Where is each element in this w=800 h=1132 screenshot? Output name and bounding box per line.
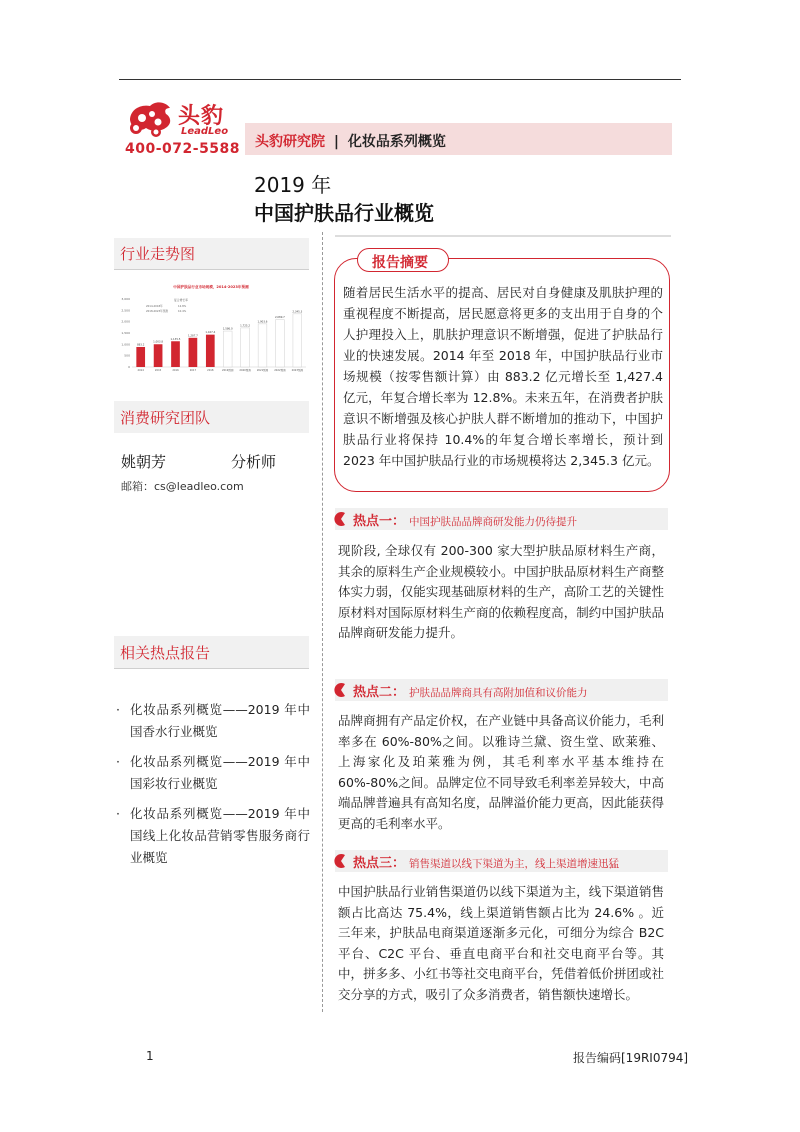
bar-value-label: 2,345.3 [292,310,303,314]
x-tick-label: 2015 [154,369,162,372]
bar [258,324,267,367]
bar [276,320,285,367]
hotspot-subtitle: 中国护肤品品牌商研发能力仍待提升 [409,516,578,528]
leopard-logo-icon [126,98,174,138]
hotspot-title [353,681,588,700]
series-name: 化妆品系列概览 [347,134,446,150]
x-tick-label: 2021预测 [256,369,269,372]
y-tick-label: 2,000 [121,319,130,324]
bullet: · [116,702,120,717]
header-separator: | [333,134,339,150]
bullet: · [116,806,120,821]
y-tick-label: 2,500 [121,308,130,313]
bar-value-label: 1,725.2 [240,324,251,328]
bar [171,341,180,367]
author-name: 姚朝芳 [121,453,167,471]
related-report-title: 化妆品系列概览——2019 年中国香水行业概览 [130,702,310,739]
trend-section-rule [114,269,309,270]
hotspot-arrow-icon [333,682,349,698]
legend-entry: 2014-2018年 [146,305,163,308]
bar [223,331,232,367]
hotspot-label: 热点二： [353,685,406,700]
title-year: 2019 年 [254,173,332,197]
header-text [255,131,446,151]
bar [136,347,145,367]
bar [241,328,250,367]
x-tick-label: 2016 [172,369,179,372]
report-code: 报告编码[19RI0794] [573,1051,689,1065]
trend-chart [112,281,310,377]
y-tick-label: 1,000 [121,342,130,347]
right-top-rule [335,235,671,237]
x-tick-label: 2023预测 [291,369,303,372]
author-email: 邮箱：cs@leadleo.com [121,480,244,493]
y-tick-label: 1,500 [121,331,130,335]
summary-body: 随着居民生活水平的提高、居民对自身健康及肌肤护理的重视程度不断提高，居民愿意将更多的支出用于自身的个人护理投入上，肌肤护理意识不断增强，促进了护肤品行业的快速发展。2014 年至 2018 年，中国护肤品行业市场规模（按零售额计算）由 883.2 亿元增长至 1,427.4 亿元，年复合增长率为 12.8%。未来五年，在消费者护肤意识不断增强及核心护肤人群不断增加的推动下，中国护肤品行业将保持 10.4%的年复合增长率增长，预计到 2023 年中国护肤品行业的市场规模将达 2,345.3 亿元。 [343,285,663,468]
chart-title: 中国护肤品行业市场规模，2014-2023年预测 [173,285,249,289]
legend-value: 10.4% [178,310,187,313]
x-tick-label: 2018 [207,369,214,372]
x-tick-label: 2019预测 [222,369,234,372]
bar-value-label: 883.2 [136,343,145,347]
hotspot-body: 现阶段, 全球仅有 200-300 家大型护肤品原材料生产商，其余的原料生产企业规模较小。中国护肤品原材料生产商整体实力弱，仅能实现基础原材料的生产，高阶工艺的关键性原材料对国际原材料生产商的依赖程度高，制约中国护肤品品牌商研发能力提升。 [338,543,664,640]
brand-name-cn: 头豹 [178,104,225,129]
hotspot-subtitle: 销售渠道以线下渠道为主，线上渠道增速迅猛 [409,858,620,870]
y-tick-label: 3,000 [121,297,130,301]
brand-name-en: LeadLeo [181,126,229,137]
bullet: · [116,754,120,769]
hotspot-arrow-icon [333,853,349,869]
hotspot-body: 品牌商拥有产品定价权，在产业链中具备高议价能力，毛利率多在 60%-80%之间。以雅诗兰黛、资生堂、欧莱雅、上海家化及珀莱雅为例，其毛利率水平基本维持在 60%-80%之间。品牌定位不同导致毛利率差异较大，中高端品牌普遍具有高知名度，品牌溢价能力更高，因此能获得更高的毛利率水平。 [338,713,664,831]
page-number: 1 [146,1049,154,1063]
bar-value-label: 2,089.7 [274,316,285,320]
hotspot-arrow-icon [333,511,349,527]
brand-phone: 400-072-5588 [125,141,241,157]
bar [154,344,163,367]
bar-value-label: 1,135.5 [170,337,181,341]
trend-section-label: 行业走势图 [120,245,196,263]
team-section-label: 消费研究团队 [120,409,211,427]
column-divider [322,232,323,1012]
bar [189,338,198,367]
page-title: 中国护肤品行业概览 [254,201,434,225]
bar-value-label: 1,427.4 [205,331,216,335]
bar [293,314,302,367]
legend-entry: 2018-2023年预测 [146,310,168,313]
hotspot-label: 热点三： [353,856,406,871]
top-rule [119,79,681,80]
x-tick-label: 2022预测 [274,369,286,372]
summary-label: 报告摘要 [372,255,428,271]
bar-value-label: 1,003.8 [153,340,164,344]
legend-value: 12.8% [178,305,187,308]
author-role: 分析师 [231,453,277,471]
bar [206,335,215,367]
y-tick-label: 500 [124,353,130,358]
institute-name: 头豹研究院 [255,134,325,150]
related-section-rule [114,668,309,669]
hotspot-subtitle: 护肤品品牌商具有高附加值和议价能力 [409,687,588,699]
legend-header: 复合增长率 [174,298,188,302]
x-tick-label: 2014 [137,369,144,372]
related-report-title: 化妆品系列概览——2019 年中国彩妆行业概览 [130,754,310,791]
hotspot-title [353,510,577,529]
related-section-label: 相关热点报告 [120,644,211,662]
bar-value-label: 1,903.6 [257,320,268,324]
bar-value-label: 1,287.7 [187,334,198,338]
x-tick-label: 2020预测 [239,369,251,372]
hotspot-title [353,852,619,871]
y-tick-label: 0 [128,365,130,369]
related-report-title: 化妆品系列概览——2019 年中国线上化妆品营销零售服务商行业概览 [130,806,310,865]
x-tick-label: 2017 [189,369,197,372]
hotspot-body: 中国护肤品行业销售渠道仍以线下渠道为主，线下渠道销售额占比高达 75.4%，线上渠道销售额占比为 24.6% 。近三年来，护肤品电商渠道逐渐多元化，可细分为综合 B2C 平台、C2C 平台、垂直电商平台和社交电商平台等。其中，拼多多、小红书等社交电商平台，凭借着低价拼团或社交分享的方式，吸引了众多消费者，销售额快速增长。 [338,884,664,1002]
bar-value-label: 1,586.0 [222,327,233,331]
hotspot-label: 热点一： [353,514,406,529]
